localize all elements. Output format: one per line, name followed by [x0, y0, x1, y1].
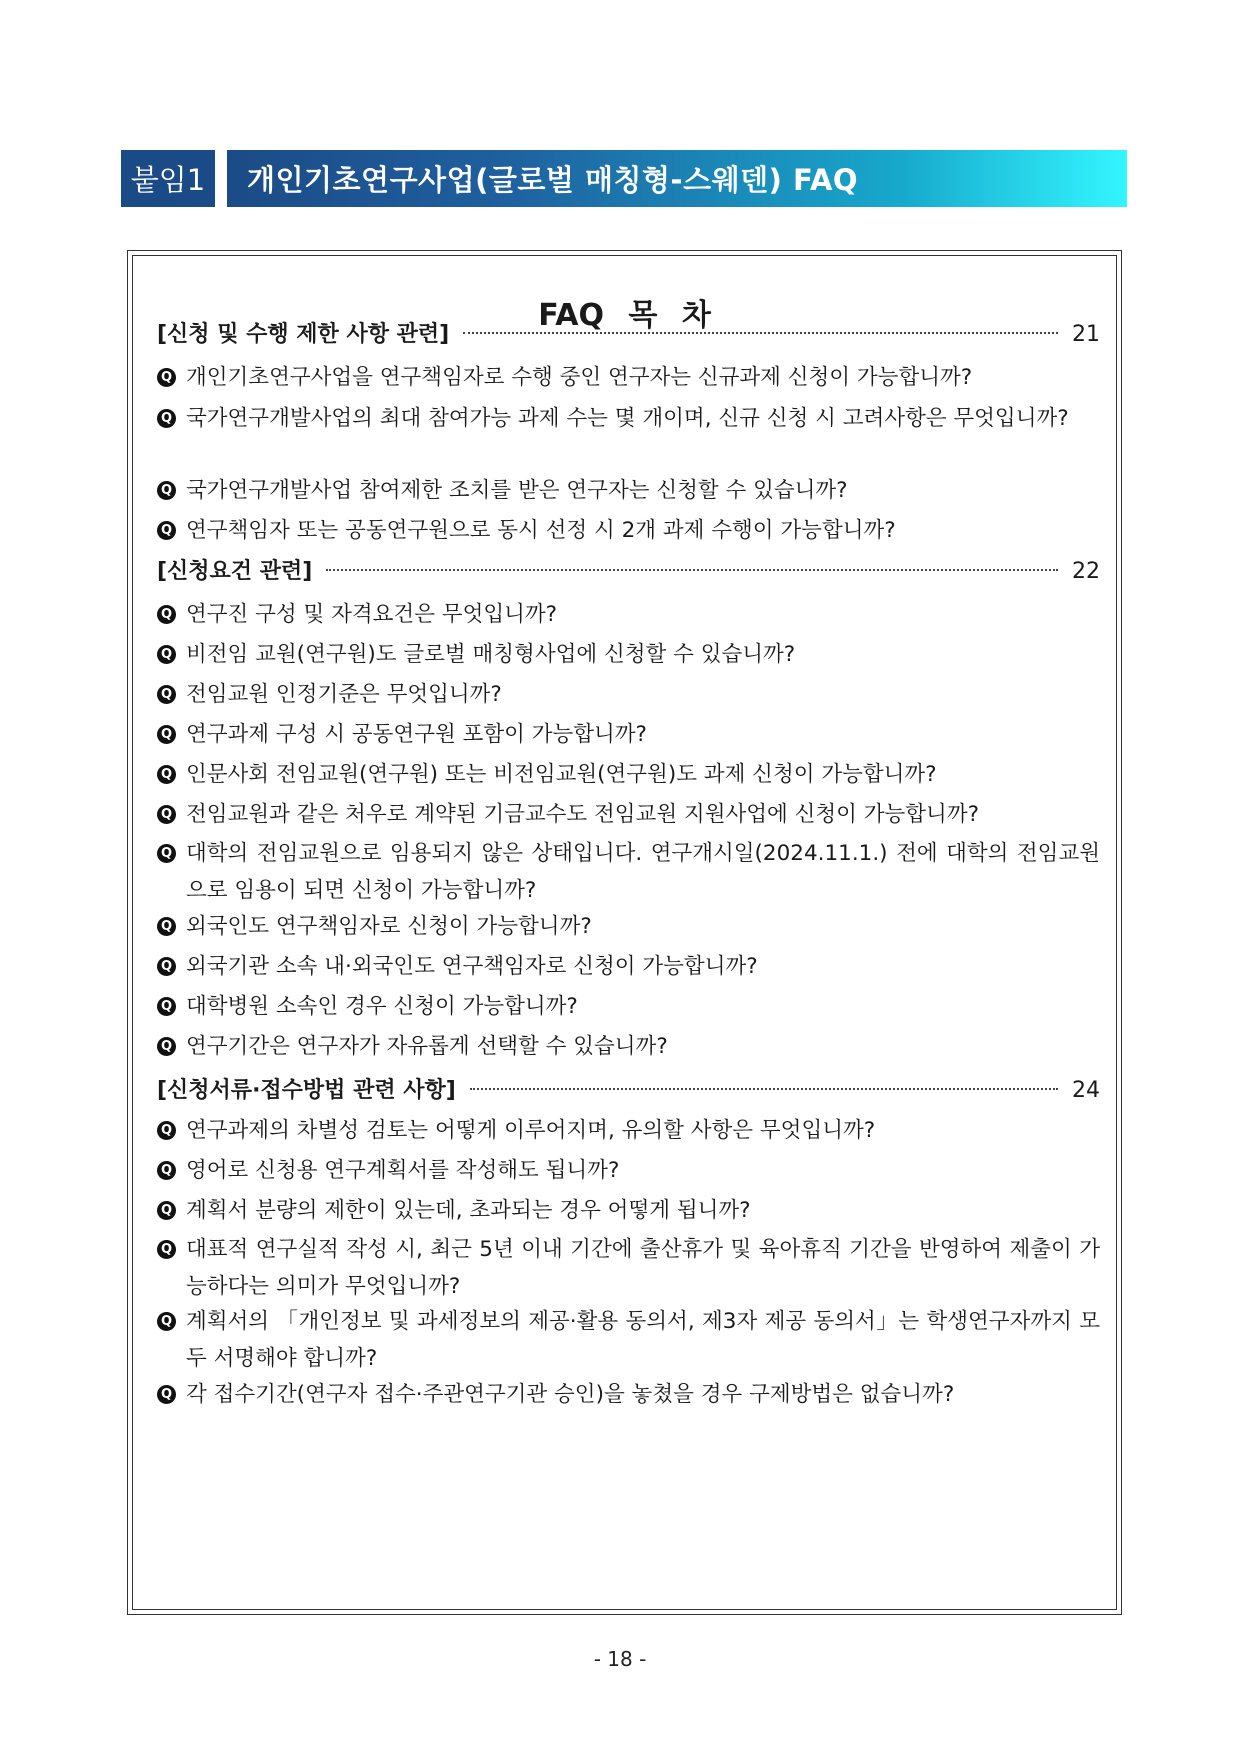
toc-question-text: 각 접수기간(연구자 접수·주관연구기관 승인)을 놓쳤을 경우 구제방법은 없습니까? [186, 1382, 955, 1407]
toc-question-text: 비전임 교원(연구원)도 글로벌 매칭형사업에 신청할 수 있습니까? [186, 642, 796, 667]
toc-question-item [157, 359, 1100, 396]
toc-frame [127, 250, 1122, 1615]
toc-question-text: 대표적 연구실적 작성 시, 최근 5년 이내 기간에 출산휴가 및 육아휴직 기간을 반영하여 제출이 가능하다는 의미가 무엇입니까? [186, 1237, 1100, 1299]
toc-question-item [157, 1028, 1100, 1065]
toc-question-text: 연구책임자 또는 공동연구원으로 동시 선정 시 2개 과제 수행이 가능합니까? [186, 518, 896, 543]
toc-section-title: [신청서류·접수방법 관련 사항] [157, 1078, 456, 1103]
toc-question-item [157, 716, 1100, 753]
toc-section-title: [신청 및 수행 제한 사항 관련] [157, 322, 450, 347]
toc-question-item [157, 1376, 1100, 1413]
toc-question-text: 개인기초연구사업을 연구책임자로 수행 중인 연구자는 신규과제 신청이 가능합니까? [186, 365, 973, 390]
toc-leader-dots [470, 1088, 1058, 1090]
toc-leader-dots [463, 332, 1058, 334]
toc-section [157, 1072, 1100, 1109]
toc-title: FAQ 목 차 [538, 298, 711, 333]
page-number: - 18 - [593, 1647, 647, 1671]
toc-leader-dots [326, 569, 1058, 571]
toc-question-text: 인문사회 전임교원(연구원) 또는 비전임교원(연구원)도 과제 신청이 가능합니까? [186, 762, 937, 787]
toc-question-text: 외국기관 소속 내·외국인도 연구책임자로 신청이 가능합니까? [186, 954, 758, 979]
question-badge-icon: Q [157, 481, 176, 500]
toc-question-item [157, 988, 1100, 1025]
question-badge-icon: Q [157, 1121, 176, 1140]
question-badge-icon: Q [157, 1240, 176, 1259]
toc-question-item [157, 596, 1100, 633]
toc-question-text: 외국인도 연구책임자로 신청이 가능합니까? [186, 914, 592, 939]
question-badge-icon: Q [157, 1161, 176, 1180]
toc-question-text: 대학의 전임교원으로 임용되지 않은 상태입니다. 연구개시일(2024.11.1.) 전에 대학의 전임교원으로 임용이 되면 신청이 가능합니까? [186, 841, 1100, 903]
toc-question-item [157, 1303, 1100, 1377]
toc-question-text: 연구과제 구성 시 공동연구원 포함이 가능합니까? [186, 722, 647, 747]
question-badge-icon: Q [157, 917, 176, 936]
question-badge-icon: Q [157, 1312, 176, 1331]
attachment-tag: 붙임1 [121, 150, 215, 207]
toc-question-text: 연구기간은 연구자가 자유롭게 선택할 수 있습니까? [186, 1034, 668, 1059]
toc-question-item [157, 948, 1100, 985]
toc-question-text: 연구진 구성 및 자격요건은 무엇입니까? [186, 602, 558, 627]
toc-question-item [157, 796, 1100, 833]
toc-question-item [157, 756, 1100, 793]
toc-question-item [157, 636, 1100, 673]
question-badge-icon: Q [157, 1201, 176, 1220]
question-badge-icon: Q [157, 805, 176, 824]
question-badge-icon: Q [157, 997, 176, 1016]
toc-question-text: 영어로 신청용 연구계획서를 작성해도 됩니까? [186, 1158, 620, 1183]
toc-question-text: 국가연구개발사업의 최대 참여가능 과제 수는 몇 개이며, 신규 신청 시 고려사항은 무엇입니까? [186, 406, 1069, 431]
toc-frame-inner [132, 255, 1117, 1610]
toc-question-item [157, 1192, 1100, 1229]
question-badge-icon: Q [157, 645, 176, 664]
toc-question-item [157, 908, 1100, 945]
question-badge-icon: Q [157, 409, 176, 428]
toc-question-text: 전임교원과 같은 처우로 계약된 기금교수도 전임교원 지원사업에 신청이 가능합니까? [186, 802, 980, 827]
toc-question-text: 국가연구개발사업 참여제한 조치를 받은 연구자는 신청할 수 있습니까? [186, 478, 848, 503]
toc-question-text: 전임교원 인정기준은 무엇입니까? [186, 682, 502, 707]
toc-question-item [157, 512, 1100, 549]
question-badge-icon: Q [157, 605, 176, 624]
attachment-header [121, 150, 1127, 207]
question-badge-icon: Q [157, 368, 176, 387]
question-badge-icon: Q [157, 844, 176, 863]
question-badge-icon: Q [157, 957, 176, 976]
question-badge-icon: Q [157, 765, 176, 784]
question-badge-icon: Q [157, 685, 176, 704]
toc-question-text: 대학병원 소속인 경우 신청이 가능합니까? [186, 994, 578, 1019]
question-badge-icon: Q [157, 1385, 176, 1404]
toc-question-item [157, 676, 1100, 713]
toc-question-item [157, 1152, 1100, 1189]
toc-question-text: 계획서 분량의 제한이 있는데, 초과되는 경우 어떻게 됩니까? [186, 1198, 751, 1223]
question-badge-icon: Q [157, 725, 176, 744]
toc-page-number: 22 [1072, 559, 1100, 584]
toc-question-item [157, 472, 1100, 509]
question-badge-icon: Q [157, 521, 176, 540]
toc-page-number: 21 [1072, 322, 1100, 347]
question-badge-icon: Q [157, 1037, 176, 1056]
toc-question-text: 연구과제의 차별성 검토는 어떻게 이루어지며, 유의할 사항은 무엇입니까? [186, 1118, 876, 1143]
toc-page-number: 24 [1072, 1078, 1100, 1103]
toc-question-item [157, 1112, 1100, 1149]
toc-question-text: 계획서의 「개인정보 및 과세정보의 제공·활용 동의서, 제3자 제공 동의서」는 학생연구자까지 모두 서명해야 합니까? [186, 1309, 1100, 1371]
toc-section [157, 316, 1100, 353]
document-title: 개인기초연구사업(글로벌 매칭형-스웨덴) FAQ [227, 150, 1127, 207]
toc-question-item [157, 1231, 1100, 1305]
toc-question-item [157, 835, 1100, 909]
toc-section [157, 553, 1100, 590]
toc-section-title: [신청요건 관련] [157, 559, 313, 584]
toc-question-item [157, 400, 1100, 437]
